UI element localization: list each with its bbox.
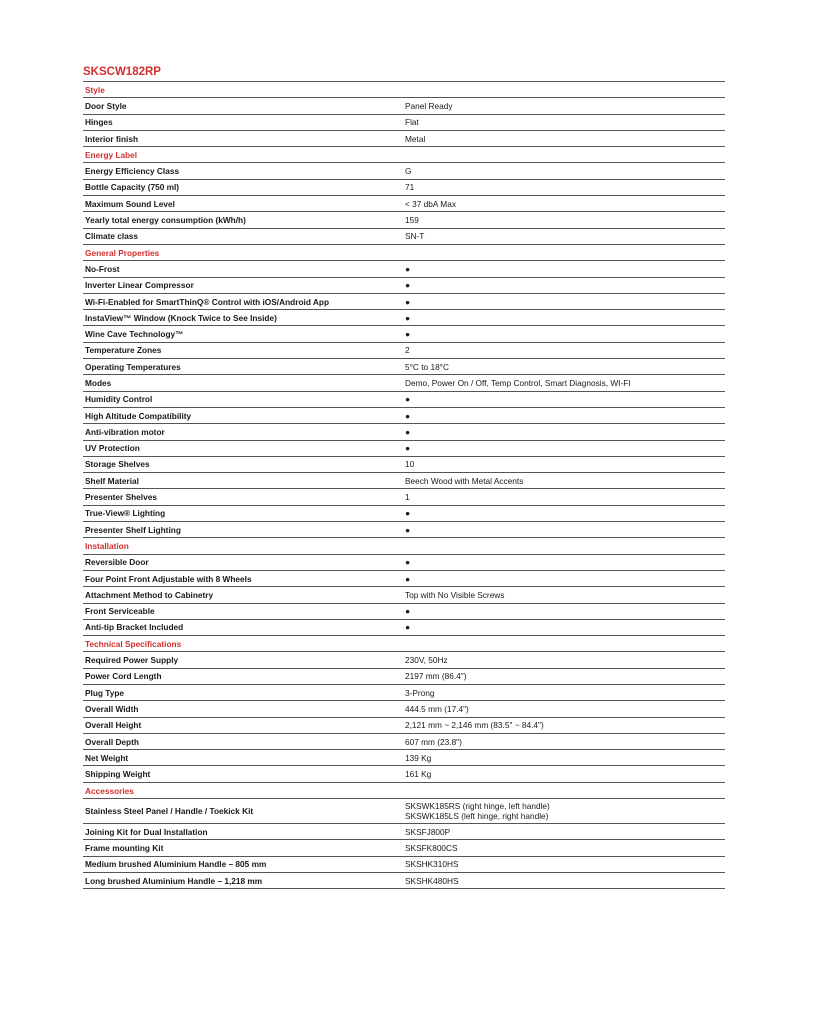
- spec-label: Anti-tip Bracket Included: [85, 622, 184, 633]
- spec-row: [83, 180, 725, 196]
- spec-value: ●: [405, 329, 411, 340]
- spec-value: 444.5 mm (17.4"): [405, 703, 469, 714]
- section-heading: Installation: [83, 538, 725, 554]
- spec-label: Front Serviceable: [85, 606, 155, 617]
- spec-row: [83, 857, 725, 873]
- spec-label: Wine Cave Technology™: [85, 329, 184, 340]
- spec-row: [83, 98, 725, 114]
- spec-value: [405, 801, 725, 821]
- spec-value: 607 mm (23.8"): [405, 736, 462, 747]
- spec-label: Wi-Fi-Enabled for SmartThinQ® Control with iOS/Android App: [85, 296, 330, 307]
- spec-row: [83, 326, 725, 342]
- spec-value: ●: [405, 296, 411, 307]
- spec-value: ●: [405, 410, 411, 421]
- spec-value: ●: [405, 557, 411, 568]
- spec-row: [83, 824, 725, 840]
- spec-row: [83, 375, 725, 391]
- spec-label: No-Frost: [85, 263, 120, 274]
- spec-value: 139 Kg: [405, 752, 432, 763]
- spec-label: Door Style: [85, 100, 127, 111]
- spec-label: Humidity Control: [85, 394, 153, 405]
- spec-value: 10: [405, 459, 415, 470]
- spec-label: Frame mounting Kit: [85, 843, 164, 853]
- spec-row: [83, 343, 725, 359]
- spec-value: Top with No Visible Screws: [405, 589, 505, 600]
- spec-label: Anti-vibration motor: [85, 426, 165, 437]
- spec-row: [83, 131, 725, 147]
- spec-value: ●: [405, 394, 411, 405]
- spec-value: < 37 dbA Max: [405, 198, 456, 209]
- spec-row: [83, 571, 725, 587]
- spec-row: [83, 799, 725, 824]
- spec-label: Modes: [85, 377, 112, 388]
- spec-label: Hinges: [85, 117, 113, 128]
- spec-row: [83, 392, 725, 408]
- spec-label: Stainless Steel Panel / Handle / Toekick Kit: [85, 806, 254, 817]
- spec-row: [83, 555, 725, 571]
- spec-row: [83, 229, 725, 245]
- spec-label: Presenter Shelves: [85, 492, 157, 503]
- spec-row: [83, 115, 725, 131]
- spec-label: InstaView™ Window (Knock Twice to See Inside): [85, 312, 277, 323]
- spec-label: Shelf Material: [85, 475, 139, 486]
- spec-label: Energy Efficiency Class: [85, 166, 180, 177]
- spec-value: SN-T: [405, 231, 425, 242]
- spec-label: Presenter Shelf Lighting: [85, 524, 181, 535]
- spec-value: Beech Wood with Metal Accents: [405, 475, 524, 486]
- spec-value: 5°C to 18°C: [405, 361, 449, 372]
- spec-row: [83, 310, 725, 326]
- spec-label: Attachment Method to Cabinetry: [85, 589, 214, 600]
- spec-table: [83, 82, 725, 889]
- spec-row: [83, 457, 725, 473]
- spec-label: Four Point Front Adjustable with 8 Wheels: [85, 573, 252, 584]
- spec-value: ●: [405, 426, 411, 437]
- spec-row: [83, 718, 725, 734]
- spec-row: [83, 196, 725, 212]
- spec-label: Reversible Door: [85, 557, 149, 568]
- spec-row: [83, 278, 725, 294]
- spec-label: Interior finish: [85, 133, 139, 144]
- spec-row: [83, 489, 725, 505]
- model-number: SKSCW182RP: [83, 64, 725, 82]
- section-heading: Style: [83, 82, 725, 98]
- spec-label: Operating Temperatures: [85, 361, 181, 372]
- spec-label: Overall Width: [85, 703, 139, 714]
- spec-value: 2,121 mm ~ 2,146 mm (83.5" ~ 84.4"): [405, 720, 544, 731]
- spec-value: 1: [405, 492, 410, 503]
- spec-row: [83, 424, 725, 440]
- spec-row: [83, 473, 725, 489]
- spec-label: Storage Shelves: [85, 459, 150, 470]
- spec-label: Medium brushed Aluminium Handle – 805 mm: [85, 859, 267, 870]
- spec-value: ●: [405, 573, 411, 584]
- spec-value: ●: [405, 263, 411, 274]
- spec-label: UV Protection: [85, 443, 140, 454]
- spec-row: [83, 840, 725, 856]
- spec-value: ●: [405, 524, 411, 535]
- spec-row: [83, 163, 725, 179]
- spec-label: Maximum Sound Level: [85, 198, 175, 209]
- spec-row: [83, 261, 725, 277]
- spec-row: [83, 441, 725, 457]
- spec-value: Demo, Power On / Off, Temp Control, Smart Diagnosis, WI-FI: [405, 377, 631, 388]
- spec-label: Overall Height: [85, 720, 142, 731]
- spec-label: True-View® Lighting: [85, 508, 166, 519]
- spec-value: Flat: [405, 117, 419, 128]
- spec-value: 2197 mm (86.4"): [405, 671, 467, 682]
- spec-value: ●: [405, 508, 411, 519]
- spec-label: Overall Depth: [85, 736, 139, 747]
- spec-value: SKSFJ800P: [405, 826, 451, 837]
- spec-row: [83, 669, 725, 685]
- spec-label: Inverter Linear Compressor: [85, 280, 194, 291]
- spec-value: 161 Kg: [405, 769, 432, 780]
- spec-value-line: SKSWK185LS (left hinge, right handle): [405, 811, 549, 822]
- spec-row: [83, 359, 725, 375]
- section-heading: Technical Specifications: [83, 636, 725, 652]
- spec-row: [83, 604, 725, 620]
- spec-row: [83, 685, 725, 701]
- spec-label: Power Cord Length: [85, 671, 162, 682]
- spec-row: [83, 522, 725, 538]
- spec-row: [83, 506, 725, 522]
- spec-value: ●: [405, 312, 411, 323]
- spec-label: Bottle Capacity (750 ml): [85, 182, 180, 193]
- spec-value: ●: [405, 606, 411, 617]
- spec-row: [83, 212, 725, 228]
- spec-label: High Altitude Compatibility: [85, 410, 192, 421]
- spec-value-line: SKSWK185RS (right hinge, left handle): [405, 801, 550, 812]
- spec-value: ●: [405, 280, 411, 291]
- spec-value: 71: [405, 182, 415, 193]
- spec-row: [83, 701, 725, 717]
- spec-value: SKSHK310HS: [405, 859, 459, 870]
- spec-row: [83, 294, 725, 310]
- spec-label: Required Power Supply: [85, 655, 179, 666]
- spec-row: [83, 750, 725, 766]
- spec-label: Long brushed Aluminium Handle – 1,218 mm: [85, 875, 263, 886]
- spec-label: Net Weight: [85, 752, 129, 763]
- spec-value: G: [405, 166, 412, 177]
- spec-sheet: [83, 64, 725, 889]
- spec-label: Temperature Zones: [85, 345, 162, 356]
- spec-row: [83, 766, 725, 782]
- spec-value: ●: [405, 622, 411, 633]
- spec-label: Shipping Weight: [85, 769, 151, 780]
- spec-label: Plug Type: [85, 687, 125, 698]
- spec-value: SKSHK480HS: [405, 875, 459, 886]
- spec-value: 230V, 50Hz: [405, 655, 448, 666]
- spec-label: Climate class: [85, 231, 139, 242]
- spec-row: [83, 873, 725, 889]
- section-heading: General Properties: [83, 245, 725, 261]
- spec-row: [83, 734, 725, 750]
- spec-label: Joining Kit for Dual Installation: [85, 826, 208, 837]
- spec-row: [83, 620, 725, 636]
- section-heading: Energy Label: [83, 147, 725, 163]
- spec-row: [83, 408, 725, 424]
- spec-value: 159: [405, 215, 419, 226]
- spec-label: Yearly total energy consumption (kWh/h): [85, 215, 246, 226]
- spec-value: 2: [405, 345, 410, 356]
- spec-row: [83, 587, 725, 603]
- spec-row: [83, 652, 725, 668]
- spec-value: Metal: [405, 133, 426, 144]
- spec-value: Panel Ready: [405, 100, 453, 111]
- section-heading: Accessories: [83, 783, 725, 799]
- spec-value: 3-Prong: [405, 687, 435, 698]
- spec-value: ●: [405, 443, 411, 454]
- spec-value: SKSFK800CS: [405, 843, 458, 853]
